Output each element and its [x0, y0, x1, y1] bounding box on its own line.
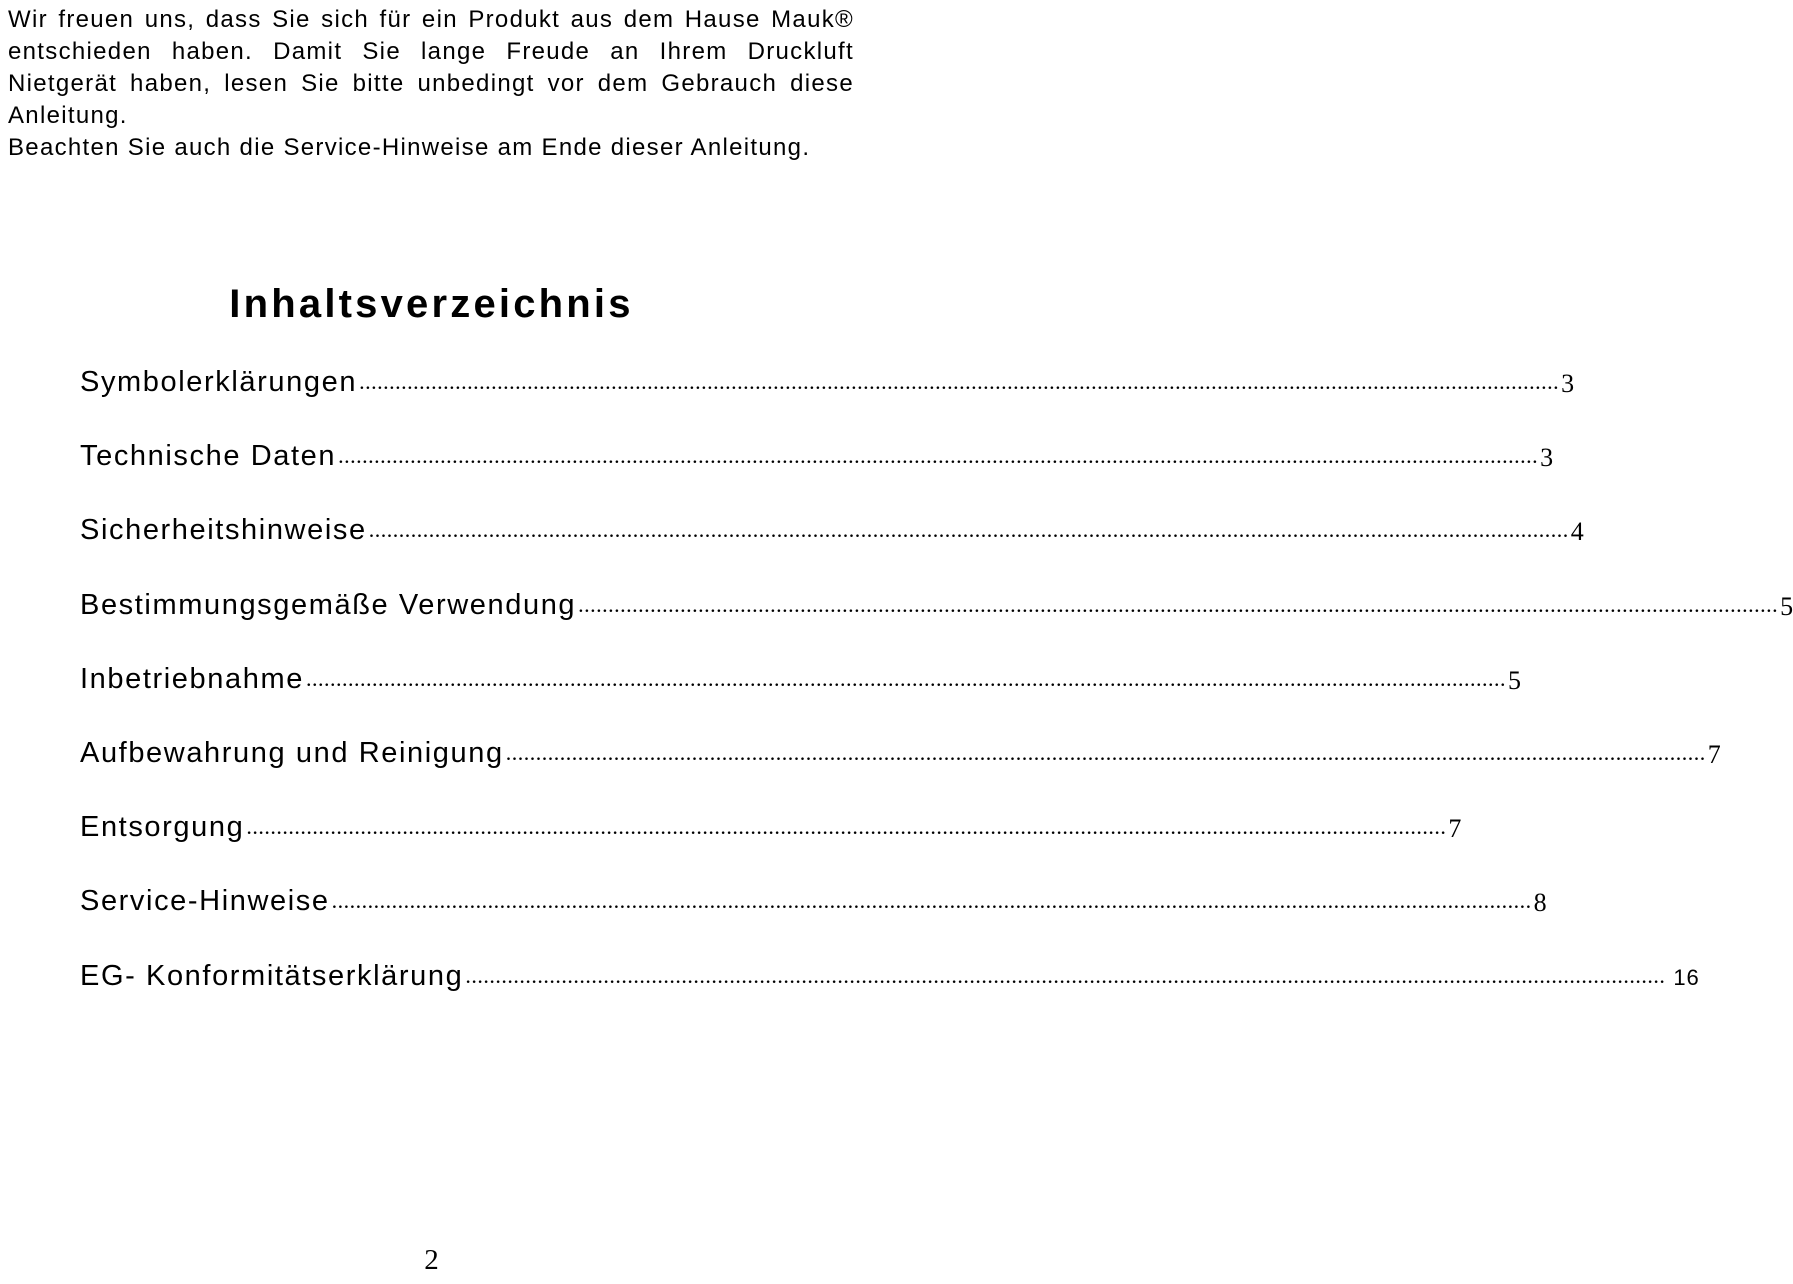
toc-entry-page: 8 [1533, 888, 1547, 918]
toc-dot-leader: ........................................................................................................................................................................................................ [305, 665, 1506, 691]
toc-entry-label: Bestimmungsgemäße Verwendung [80, 588, 577, 621]
toc-entry-label: Technische Daten [80, 440, 337, 473]
toc-entry-page: 4 [1570, 517, 1584, 547]
toc-dot-leader: ........................................................................................................................................................................................................ [465, 962, 1666, 988]
toc-entry-page: 5 [1507, 665, 1521, 695]
toc-dot-leader: ........................................................................................................................................................................................................ [578, 591, 1779, 617]
toc-entry-page: 5 [1780, 591, 1793, 621]
toc-dot-leader: ........................................................................................................................................................................................................ [505, 739, 1706, 765]
table-of-contents [80, 360, 1793, 1028]
toc-entry-eg-konformitaetserklaerung[interactable] [80, 954, 1700, 1028]
toc-entry-sicherheitshinweise[interactable] [80, 508, 1584, 582]
toc-entry-label: Inbetriebnahme [80, 662, 304, 695]
toc-dot-leader: ........................................................................................................................................................................................................ [246, 814, 1447, 840]
intro-text [8, 4, 854, 164]
toc-entry-technische-daten[interactable] [80, 434, 1554, 508]
toc-entry-page: 16 [1673, 964, 1700, 990]
toc-entry-inbetriebnahme[interactable] [80, 657, 1521, 731]
intro-paragraph-service-note: Beachten Sie auch die Service-Hinweise am Ende dieser Anleitung. [8, 134, 811, 161]
toc-entry-bestimmungsgemaesse-verwendung[interactable] [80, 583, 1793, 657]
toc-entry-aufbewahrung-und-reinigung[interactable] [80, 731, 1721, 805]
toc-entry-page: 7 [1707, 739, 1721, 769]
toc-entry-entsorgung[interactable] [80, 805, 1462, 879]
toc-title: Inhaltsverzeichnis [229, 282, 634, 326]
toc-entry-label: EG- Konformitätserklärung [80, 959, 464, 992]
toc-entry-page: 3 [1540, 443, 1554, 473]
toc-entry-page: 3 [1561, 369, 1575, 398]
toc-entry-label: Service-Hinweise [80, 885, 330, 918]
toc-entry-symbolerklaerungen[interactable] [80, 360, 1575, 434]
toc-dot-leader: ........................................................................................................................................................................................................ [359, 369, 1560, 394]
toc-entry-service-hinweise[interactable] [80, 879, 1547, 953]
toc-dot-leader: ........................................................................................................................................................................................................ [368, 517, 1569, 543]
toc-entry-label: Symbolerklärungen [80, 366, 358, 398]
intro-paragraph-welcome: Wir freuen uns, dass Sie sich für ein Produkt aus dem Hause Mauk® entschieden haben. Damit Sie lange Freude an Ihrem Druckluft Nietgerät haben, lesen Sie bitte unbedingt vor dem Gebrauch diese Anleitung. [8, 6, 854, 129]
toc-dot-leader: ........................................................................................................................................................................................................ [331, 888, 1532, 914]
toc-entry-label: Sicherheitshinweise [80, 514, 367, 547]
toc-entry-page: 7 [1448, 814, 1462, 844]
toc-entry-label: Entsorgung [80, 811, 245, 844]
toc-entry-label: Aufbewahrung und Reinigung [80, 736, 504, 769]
page-number: 2 [424, 1244, 439, 1276]
toc-dot-leader: ........................................................................................................................................................................................................ [338, 443, 1539, 469]
